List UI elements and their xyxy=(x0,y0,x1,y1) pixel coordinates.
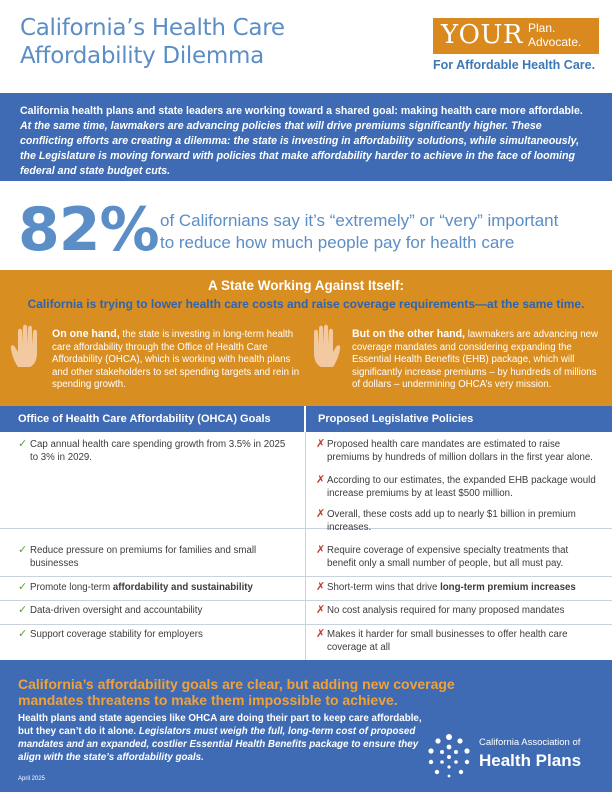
raised-hand-icon xyxy=(303,323,343,369)
on-one-hand-body: the state is investing in long-term health care affordability through the Office of Health Care Affordability (OHCA), which is working with health plans and other stakeholders to set spending targets and rein in spending growth. xyxy=(52,329,300,391)
stat-line-1: of Californians say it’s “extremely” or “very” important xyxy=(160,211,559,230)
on-one-hand-text xyxy=(52,328,304,392)
goal-text: Reduce pressure on premiums for families and small businesses xyxy=(30,545,257,569)
title-line-1: California’s Health Care xyxy=(20,15,285,41)
other-hand-text xyxy=(352,328,604,392)
goal-item xyxy=(18,582,288,595)
conclusion-bold: Health plans and state agencies like OHCA are doing their part to keep care affordable, but they can’t do it alone. xyxy=(18,713,422,737)
conclusion-heading: California’s affordability goals are clear, but adding new coverage mandates threatens to make them impossible to achieve. xyxy=(18,676,455,708)
logo-your: YOUR xyxy=(441,20,523,50)
policy-text: Require coverage of expensive specialty treatments that benefit only a small number of people, but all must pay. xyxy=(327,545,569,569)
stat-number: 82% xyxy=(18,195,159,265)
raised-hand-icon xyxy=(8,323,48,369)
stat-callout xyxy=(0,190,612,270)
conclusion-text xyxy=(18,712,428,764)
policy-item xyxy=(316,475,598,500)
policy-item xyxy=(316,439,598,464)
policy-item xyxy=(316,509,598,534)
x-mark-icon: ✗ xyxy=(316,474,326,486)
row-divider xyxy=(0,600,612,601)
header xyxy=(0,0,612,92)
goal-text: Data-driven oversight and accountability xyxy=(30,605,203,616)
conclusion-bold-italic: Legislators must weigh the full, long-term cost of proposed mandates and an expanded, costlier Essential Health Benefits package to ensure they align with the state’s affordability goals. xyxy=(18,726,419,763)
title-line-2: Affordability Dilemma xyxy=(20,43,264,69)
check-icon: ✓ xyxy=(18,628,28,640)
goal-text: Promote long-term xyxy=(30,582,113,593)
your-plan-advocate-logo xyxy=(433,18,603,78)
check-icon: ✓ xyxy=(18,581,28,593)
section-subheading: California is trying to lower health care costs and raise coverage requirements—at the same time. xyxy=(27,297,585,311)
goal-item xyxy=(18,629,288,642)
policy-item xyxy=(316,582,598,595)
policy-item xyxy=(316,605,598,618)
policy-text: No cost analysis required for many proposed mandates xyxy=(327,605,565,616)
goal-text: Support coverage stability for employers xyxy=(30,629,203,640)
check-icon: ✓ xyxy=(18,604,28,616)
goal-text: Cap annual health care spending growth from 3.5% in 2025 to 3% in 2029. xyxy=(30,439,286,463)
policy-text: Proposed health care mandates are estimated to raise premiums by hundreds of million dollars in the first year alone. xyxy=(327,439,593,463)
stat-text xyxy=(160,210,600,254)
comparison-table xyxy=(0,432,612,660)
ohca-goals-header: Office of Health Care Affordability (OHCA) Goals xyxy=(0,406,304,432)
policy-text: Overall, these costs add up to nearly $1 billion in premium increases. xyxy=(327,509,576,533)
x-mark-icon: ✗ xyxy=(316,581,326,593)
check-icon: ✓ xyxy=(18,544,28,556)
policy-text-bold: long-term premium increases xyxy=(440,582,576,593)
goal-item xyxy=(18,605,288,618)
legislative-policies-header: Proposed Legislative Policies xyxy=(306,406,612,432)
policy-text: Makes it harder for small businesses to offer health care coverage at all xyxy=(327,629,568,653)
cahp-org-big: Health Plans xyxy=(479,751,582,770)
publication-date: April 2025 xyxy=(18,776,46,782)
x-mark-icon: ✗ xyxy=(316,438,326,450)
other-hand-body: lawmakers are advancing new coverage mandates and considering expanding the Essential Health Benefits (EHB) package, which will significantly increase premiums – by hundreds of millions of dollars – undermining OHCA’s very mission. xyxy=(352,329,598,391)
intro-band xyxy=(0,93,612,181)
logo-plan: Plan. xyxy=(528,21,556,35)
cahp-logo xyxy=(425,732,610,782)
check-icon: ✓ xyxy=(18,438,28,450)
policy-item xyxy=(316,545,598,570)
policy-text: Short-term wins that drive xyxy=(327,582,441,593)
x-mark-icon: ✗ xyxy=(316,604,326,616)
stat-line-2: to reduce how much people pay for health care xyxy=(160,233,515,252)
policy-text: According to our estimates, the expanded EHB package would increase premiums by at least $500 million. xyxy=(327,475,596,499)
x-mark-icon: ✗ xyxy=(316,628,326,640)
goal-item xyxy=(18,545,288,570)
cahp-logo-icon xyxy=(425,732,473,780)
policy-item xyxy=(316,629,598,654)
conclusion-band xyxy=(0,660,612,792)
section-heading: A State Working Against Itself: xyxy=(207,278,405,293)
logo-box xyxy=(433,18,599,54)
intro-bold: California health plans and state leaders are working toward a shared goal: making health care more affordable. xyxy=(20,105,583,117)
column-divider xyxy=(305,432,306,660)
x-mark-icon: ✗ xyxy=(316,508,326,520)
logo-plan-advocate xyxy=(528,21,581,49)
goal-item xyxy=(18,439,288,464)
page-title xyxy=(20,14,350,70)
goal-text-bold: affordability and sustainability xyxy=(112,582,253,593)
logo-advocate: Advocate. xyxy=(528,35,582,49)
working-against-section xyxy=(0,270,612,406)
row-divider xyxy=(0,576,612,577)
logo-tagline: For Affordable Health Care. xyxy=(433,58,596,72)
on-one-hand-lead: On one hand, xyxy=(52,328,120,340)
x-mark-icon: ✗ xyxy=(316,544,326,556)
row-divider xyxy=(0,624,612,625)
cahp-org-small: California Association of xyxy=(479,737,581,748)
other-hand-lead: But on the other hand, xyxy=(352,328,465,340)
intro-bold-italic: At the same time, lawmakers are advancing policies that will drive premiums significantly higher. These conflicting efforts are creating a dilemma: the state is investing in affordability solutions, while simultaneously, the Legislature is moving forward with policies that make affordability harder to achieve in the face of looming federal and state budget cuts. xyxy=(20,120,580,177)
